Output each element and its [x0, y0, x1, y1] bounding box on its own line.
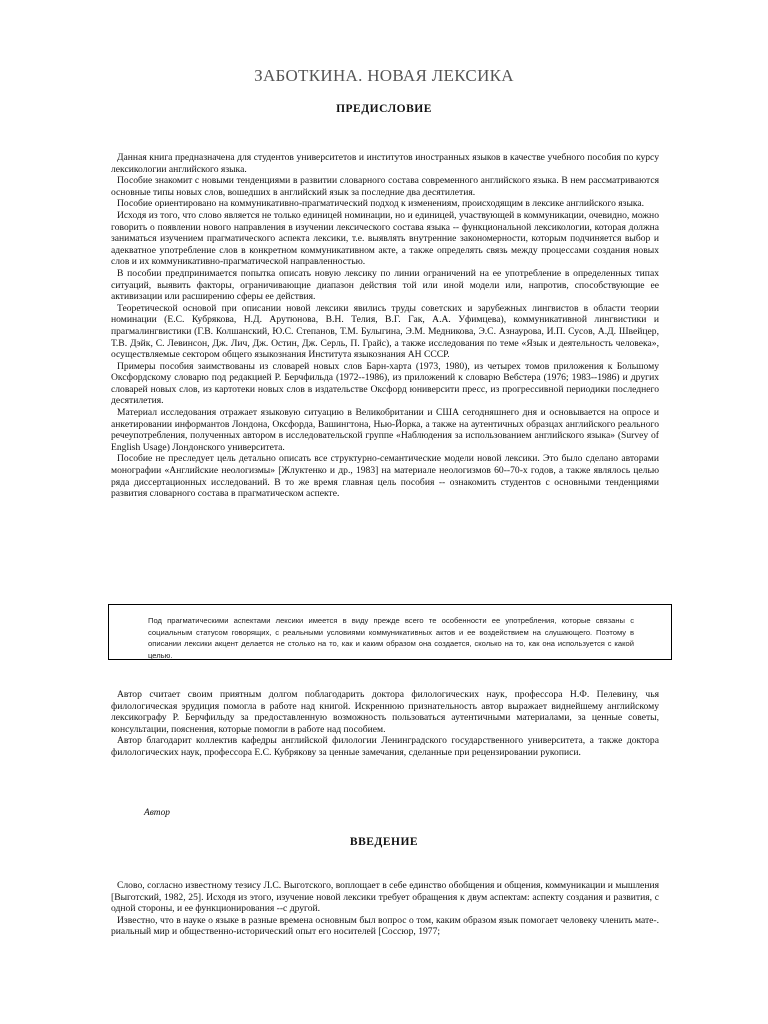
- preface-heading: ПРЕДИСЛОВИЕ: [336, 103, 432, 115]
- paragraph: Теоретической основой при описании новой лексики явились труды советских и зарубежных лингвистов в области теории номинации (Е.С. Кубрякова, Н.Д. Арутюнова, В.Н. Телия, В.Г. Гак, А.А. Уфимцева), коммуникативной лингвистики и прагмалингвистики (Г.В. Колшанский, Ю.С. Степанов, Т.М. Булыгина, Э.М. Медникова, Э.С. Азнаурова, И.П. Сусов, А.Д. Швейцер, Т.В. Дэйк, С. Левинсон, Дж. Лич, Дж. Остин, Дж. Серль, П. Грайс), а также исследования по теме «Язык и деятельность человека», осуществляемые сектором общего языкознания Института языкознания АН СССР.: [111, 302, 659, 361]
- paragraph: В пособии предпринимается попытка описать новую лексику по линии ограничений на ее употребление в определенных типах ситуаций, выявить факторы, ограничивающие диапазон действия той или иной модели или, напротив, способствующие ее активизации или расширению сферы ее действия.: [111, 267, 659, 303]
- footnote-text: Под прагматическими аспектами лексики имеется в виду прежде всего те особенности ее употребления, которые связаны с социальным статусом говорящих, с реальными условиями коммуникативных актов и ее воздействием на слушающего. Поэтому в описании лексики акцент делается не столько на то, как и каким образом она создается, сколько на то, как она используется с какой целью.: [148, 616, 634, 660]
- document-title: ЗАБОТКИНА. НОВАЯ ЛЕКСИКА: [254, 66, 514, 85]
- preface-body: [111, 152, 659, 500]
- paragraph: Пособие не преследует цель детально описать все структурно-семантические модели новой лексики. Это было сделано авторами монографии «Английские неологизмы» [Жлуктенко и др., 1983] на материале неологизмов 60--70-х годов, а также являлось целью ряда диссертационных исследований. В то же время главная цель пособия -- ознакомить студентов с основными тенденциями развития словарного состава в прагматическом аспекте.: [111, 453, 659, 500]
- paragraph: Известно, что в науке о языке в разные времена основным был вопрос о том, каким образом язык помогает человеку членить мате-. риальный мир и общественно-исторический опыт его носителей [Соссюр, 1977;: [111, 914, 659, 938]
- paragraph: Слово, согласно известному тезису Л.С. Выготского, воплощает в себе единство обобщения и общения, коммуникации и мышления [Выготский, 1982, 25]. Исходя из этого, изучение новой лексики требует обращения к двум аспектам: аспекту создания и развития, с одной стороны, и ее функционирования --с другой.: [111, 880, 659, 915]
- footnote-box: [108, 604, 672, 660]
- paragraph: Автор считает своим приятным долгом поблагодарить доктора филологических наук, профессора Н.Ф. Пелевину, чья филологическая эрудиция помогла в работе над книгой. Искреннюю признательность автор выражает виднейшему английскому лексикографу Р. Берчфильду за предоставленную возможность пользоваться аутентичными материалами, за ценные советы, консультации, пояснения, которые помогли в работе над пособием.: [111, 689, 659, 735]
- paragraph: Автор благодарит коллектив кафедры английской филологии Ленинградского государственного университета, а также доктора филологических наук, профессора Е.С. Кубрякову за ценные замечания, сделанные при рецензировании рукописи.: [111, 735, 659, 758]
- paragraph: Пособие ориентировано на коммуникативно-прагматический подход к изменениям, происходящим в лексике английского языка.: [117, 198, 645, 210]
- introduction-heading: ВВЕДЕНИЕ: [349, 836, 419, 848]
- paragraph: Примеры пособия заимствованы из словарей новых слов Барн-харта (1973, 1980), из четырех томов приложения к Большому Оксфордскому словарю под редакцией Р. Берчфильда (1972--1986), из приложений к словарю Вебстера (1976; 1983--1986) и других словарей новых слов, из картотеки новых слов в издательстве Оксфорд юниверсити пресс, из прогрессивной периодики последнего десятилетия.: [111, 360, 659, 407]
- paragraph: Исходя из того, что слово является не только единицей номинации, но и единицей, участвующей в коммуникации, очевидно, можно говорить о появлении нового направления в изучении лексического состава языка -- функциональной лексикологии, которая должна заниматься изучением прагматического аспекта лексики, т.е. выявлять внутренние закономерности, которым подчиняется выбор и адекватное употребление слов в конкретном коммуникативном акте, а также определять связь между процессами создания новых слов и их коммуникативно-прагматической направленностью.: [111, 209, 659, 268]
- paragraph: Данная книга предназначена для студентов университетов и институтов иностранных языков в качестве учебного пособия по курсу лексикологии английского языка.: [111, 152, 659, 175]
- acknowledgements: [111, 689, 659, 759]
- paragraph: Материал исследования отражает языковую ситуацию в Великобритании и США сегодняшнего дня и основывается на опросе и анкетировании информантов Лондона, Оксфорда, Вашингтона, Нью-Йорка, а также на аутентичных образцах английского реального речеупотребления, полученных автором в исследовательской группе «Наблюдения за использованием английского языка» (Survey of English Usage) Лондонского университета.: [111, 407, 659, 453]
- introduction-body: [111, 880, 659, 938]
- author-signature: Автор: [144, 808, 170, 818]
- paragraph: Пособие знакомит с новыми тенденциями в развитии словарного состава современного английского языка. В нем рассматриваются основные типы новых слов, вошедших в английский язык за последние два десятилетия.: [111, 175, 659, 198]
